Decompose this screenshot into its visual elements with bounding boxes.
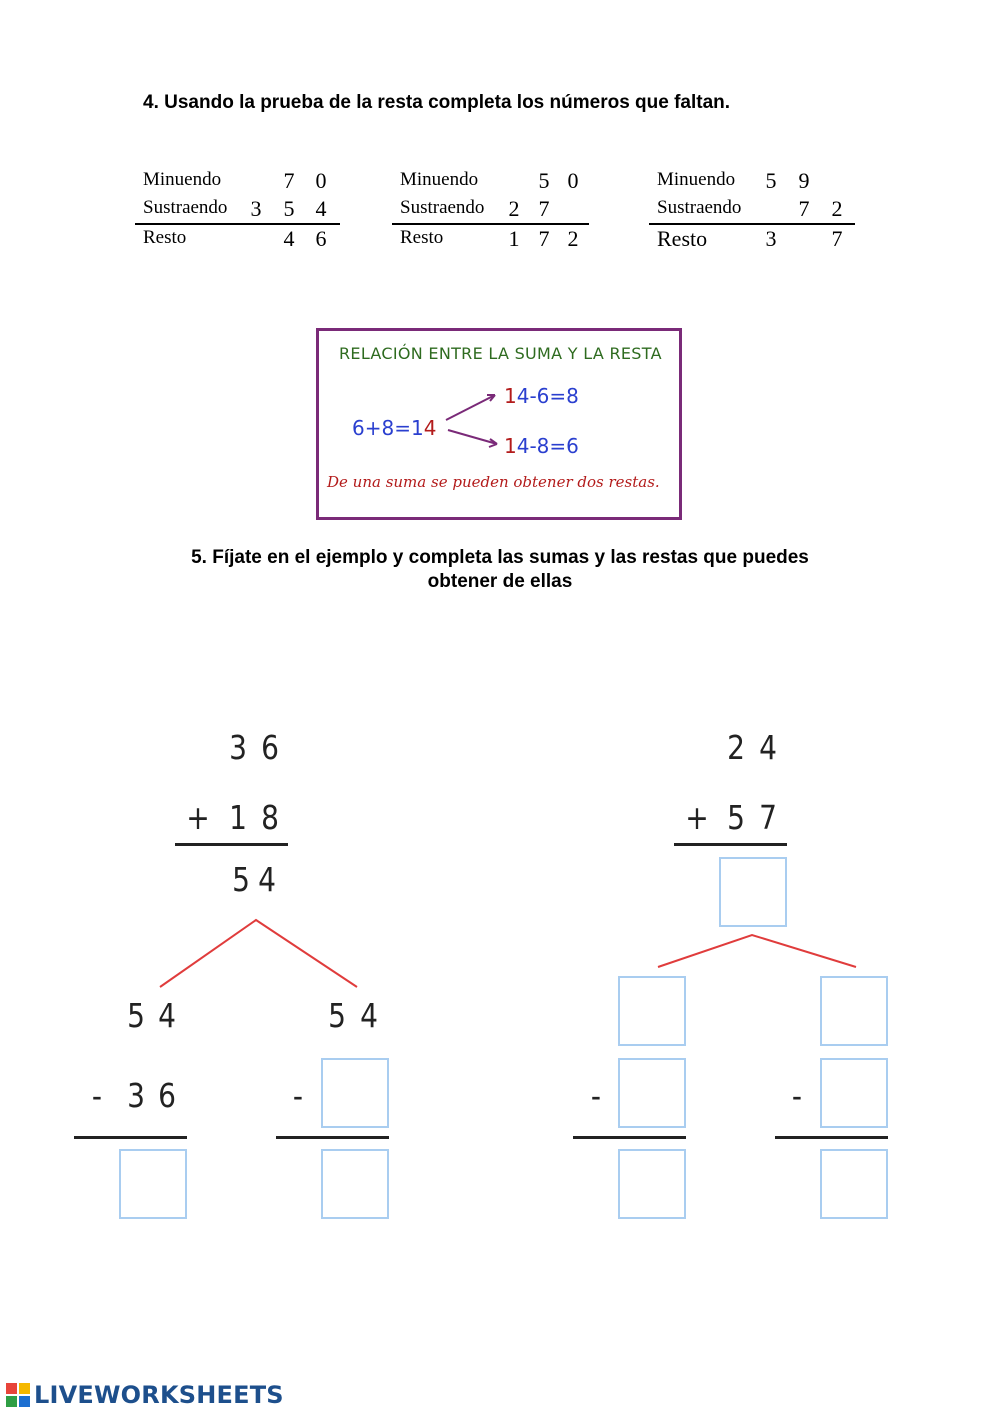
addend-digit: 5 bbox=[727, 798, 745, 837]
minus-sign: - bbox=[590, 1076, 602, 1115]
arrow-up bbox=[446, 395, 495, 420]
minuend-answer-box[interactable] bbox=[618, 976, 686, 1046]
equation-part: 4-8=6 bbox=[516, 434, 579, 458]
table-divider bbox=[135, 223, 340, 225]
relation-note: De una suma se pueden obtener dos restas. bbox=[327, 473, 660, 491]
minuendo-label: Minuendo bbox=[657, 169, 736, 190]
sustraendo-digit: 4 bbox=[315, 196, 327, 221]
logo-text: LIVEWORKSHEETS bbox=[34, 1381, 284, 1409]
sum-digit: 5 bbox=[232, 860, 250, 899]
relation-title: RELACIÓN ENTRE LA SUMA Y LA RESTA bbox=[339, 344, 662, 363]
sum-digit: 4 bbox=[258, 860, 276, 899]
sum-equation-part: 4 bbox=[423, 416, 437, 440]
subtrahend-digit: 6 bbox=[158, 1076, 176, 1115]
minuendo-digit: 5 bbox=[538, 168, 550, 193]
resto-digit: 1 bbox=[508, 226, 520, 251]
addend-digit: 2 bbox=[727, 728, 745, 767]
table-divider bbox=[649, 223, 855, 225]
subtrahend-answer-box[interactable] bbox=[321, 1058, 389, 1128]
sum-equation-part: 6+8=1 bbox=[352, 416, 424, 440]
minus-sign: - bbox=[791, 1076, 803, 1115]
logo-icon bbox=[6, 1383, 30, 1407]
difference-bar bbox=[573, 1136, 686, 1139]
resto-digit: 3 bbox=[765, 226, 777, 251]
equation-part: 1 bbox=[504, 434, 517, 458]
difference-bar bbox=[74, 1136, 187, 1139]
subtrahend-answer-box[interactable] bbox=[820, 1058, 888, 1128]
sustraendo-digit: 2 bbox=[508, 196, 520, 221]
resto-label: Resto bbox=[143, 227, 187, 248]
problem-addition-tree bbox=[500, 700, 1000, 1240]
subtrahend-digit: 3 bbox=[127, 1076, 145, 1115]
addend-digit: 4 bbox=[759, 728, 777, 767]
branch-lines bbox=[0, 700, 500, 1240]
addend-digit: 6 bbox=[261, 728, 279, 767]
resto-digit: 6 bbox=[315, 226, 327, 251]
difference-answer-box[interactable] bbox=[618, 1149, 686, 1219]
exercise-4-title: 4. Usando la prueba de la resta completa los números que faltan. bbox=[143, 92, 731, 113]
minuend-digit: 5 bbox=[127, 996, 145, 1035]
addend-digit: 8 bbox=[261, 798, 279, 837]
resto-digit: 7 bbox=[538, 226, 550, 251]
resto-digit: 2 bbox=[567, 226, 579, 251]
exercise-5-title bbox=[0, 547, 1000, 593]
minus-sign: - bbox=[91, 1076, 103, 1115]
liveworksheets-logo[interactable] bbox=[6, 1381, 296, 1409]
minuend-answer-box[interactable] bbox=[820, 976, 888, 1046]
resto-digit: 4 bbox=[283, 226, 295, 251]
resto-digit: 7 bbox=[831, 226, 843, 251]
table-divider bbox=[392, 223, 589, 225]
minuend-digit: 4 bbox=[360, 996, 378, 1035]
sustraendo-digit: 7 bbox=[538, 196, 550, 221]
sustraendo-digit: 3 bbox=[250, 196, 262, 221]
sustraendo-digit: 7 bbox=[798, 196, 810, 221]
exercise-5-title-line-2: obtener de ellas bbox=[427, 571, 573, 592]
example-addition-tree bbox=[0, 700, 500, 1240]
resto-label: Resto bbox=[400, 227, 444, 248]
minuendo-digit: 0 bbox=[315, 168, 327, 193]
branch-lines bbox=[500, 700, 1000, 1240]
exercise-5-title-line-1: 5. Fíjate en el ejemplo y completa las sumas y las restas que puedes bbox=[191, 547, 809, 568]
sustraendo-digit: 5 bbox=[283, 196, 295, 221]
minuend-digit: 4 bbox=[158, 996, 176, 1035]
sustraendo-label: Sustraendo bbox=[400, 197, 485, 218]
plus-sign: + bbox=[685, 798, 709, 837]
sustraendo-label: Sustraendo bbox=[657, 197, 742, 218]
red-branch-line bbox=[658, 935, 856, 967]
subtrahend-answer-box[interactable] bbox=[618, 1058, 686, 1128]
minuendo-digit: 0 bbox=[567, 168, 579, 193]
addend-digit: 1 bbox=[229, 798, 247, 837]
equation-part: 1 bbox=[504, 384, 517, 408]
addend-digit: 3 bbox=[229, 728, 247, 767]
sustraendo-label: Sustraendo bbox=[143, 197, 228, 218]
subtraction-table-3 bbox=[649, 166, 855, 258]
plus-sign: + bbox=[186, 798, 210, 837]
minus-sign: - bbox=[292, 1076, 304, 1115]
difference-answer-box[interactable] bbox=[321, 1149, 389, 1219]
difference-answer-box[interactable] bbox=[119, 1149, 187, 1219]
subtraction-table-2 bbox=[392, 166, 589, 258]
minuendo-digit: 7 bbox=[283, 168, 295, 193]
difference-bar bbox=[775, 1136, 888, 1139]
minuendo-label: Minuendo bbox=[400, 169, 479, 190]
minuendo-label: Minuendo bbox=[143, 169, 222, 190]
relation-sum-subtraction-box bbox=[316, 328, 682, 520]
minuendo-digit: 5 bbox=[765, 168, 777, 193]
difference-bar bbox=[276, 1136, 389, 1139]
equation-part: 4-6=8 bbox=[516, 384, 579, 408]
resto-label: Resto bbox=[657, 226, 708, 251]
addend-digit: 7 bbox=[759, 798, 777, 837]
minuend-digit: 5 bbox=[328, 996, 346, 1035]
sustraendo-digit: 2 bbox=[831, 196, 843, 221]
minuendo-digit: 9 bbox=[798, 168, 810, 193]
red-branch-line bbox=[160, 920, 357, 987]
subtraction-table-1 bbox=[135, 166, 340, 258]
arrow-down bbox=[448, 430, 497, 444]
difference-answer-box[interactable] bbox=[820, 1149, 888, 1219]
